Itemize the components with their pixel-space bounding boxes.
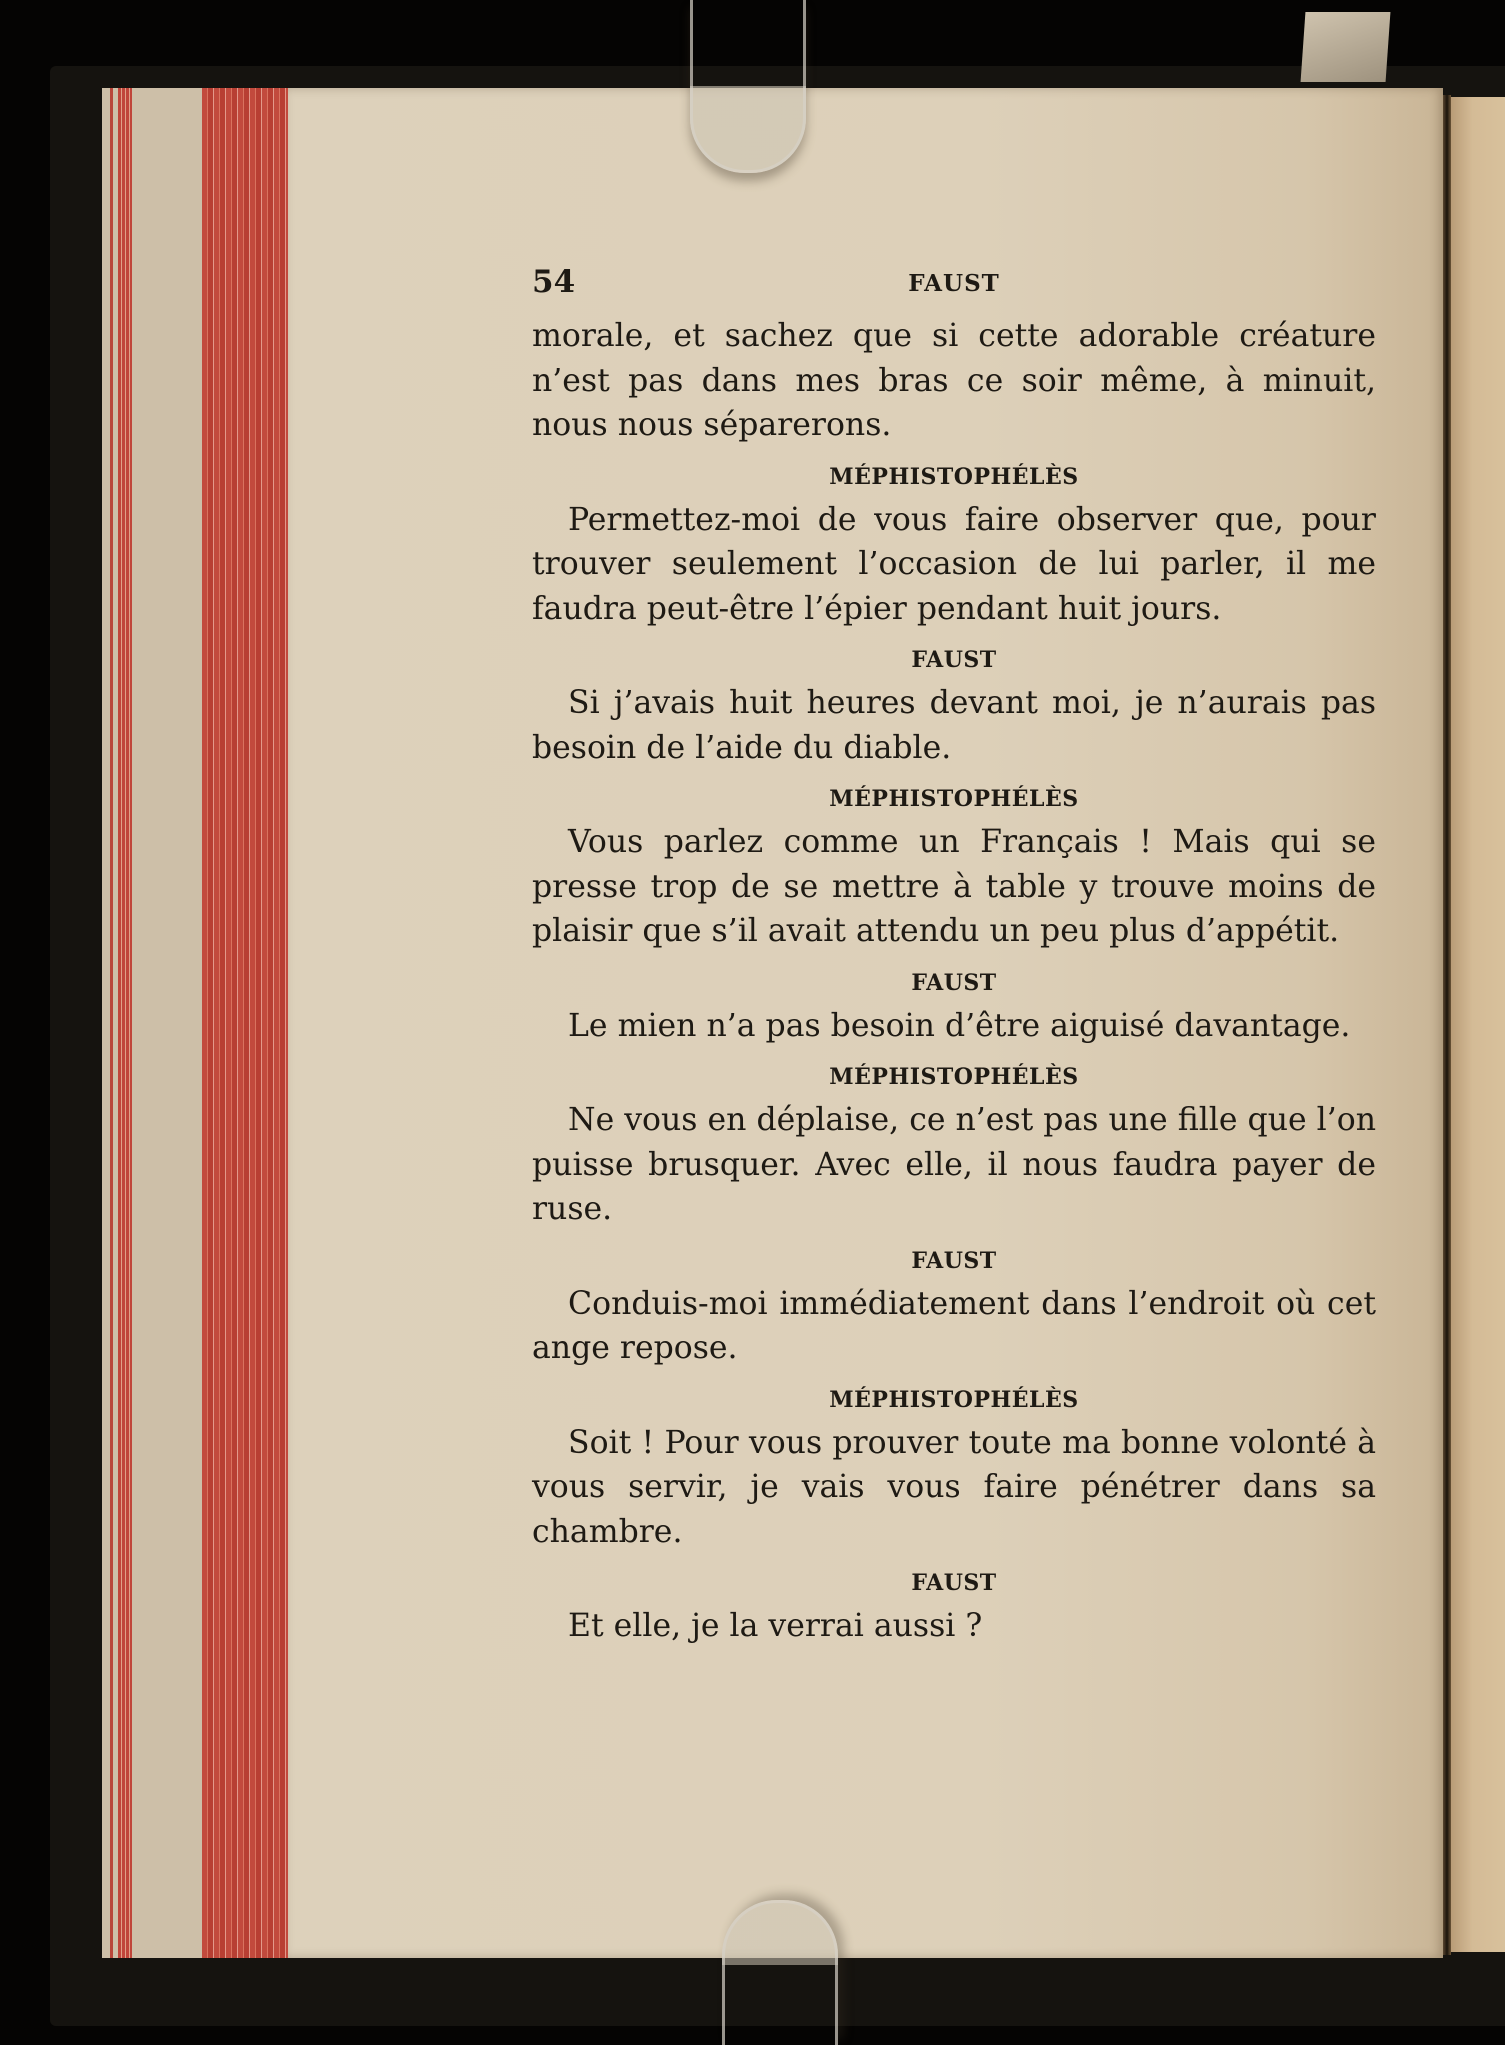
paragraph: Ne vous en déplaise, ce n’est pas une fille que l’on puisse brusquer. Avec elle, il nous faudra payer de ruse. bbox=[532, 1102, 1376, 1227]
page-number: 54 bbox=[532, 264, 576, 300]
book-gutter bbox=[1443, 95, 1451, 1955]
red-page-edge bbox=[110, 88, 113, 1958]
red-page-edge bbox=[118, 88, 132, 1958]
facing-page-edge bbox=[1451, 97, 1505, 1952]
page-holder-clip-bottom bbox=[722, 1900, 838, 2045]
speaker-name: FAUST bbox=[911, 1570, 997, 1596]
running-title: FAUST bbox=[908, 270, 1000, 297]
speaker-name: FAUST bbox=[911, 1247, 997, 1274]
page-edges bbox=[102, 88, 292, 1958]
paragraph: Vous parlez comme un Français ! Mais qui se presse trop de se mettre à table y trouve moins de plaisir que s’il avait attendu un peu plus d’appétit. bbox=[532, 824, 1376, 949]
speaker-name: MÉPHISTOPHÉLÈS bbox=[829, 1064, 1079, 1090]
speaker-name: MÉPHISTOPHÉLÈS bbox=[829, 1386, 1079, 1413]
paragraph: morale, et sachez que si cette adorable créature n’est pas dans mes bras ce soir même, à minuit, nous nous séparerons. bbox=[532, 318, 1376, 443]
page-text bbox=[532, 256, 1376, 1649]
paragraph: Et elle, je la verrai aussi ? bbox=[568, 1608, 983, 1644]
dialogue bbox=[532, 314, 1376, 1649]
speaker-name: MÉPHISTOPHÉLÈS bbox=[829, 463, 1079, 490]
paragraph: Soit ! Pour vous prouver toute ma bonne volonté à vous servir, je vais vous faire pénétrer dans sa chambre. bbox=[532, 1424, 1376, 1550]
paragraph: Le mien n’a pas besoin d’être aiguisé davantage. bbox=[568, 1007, 1351, 1044]
folded-page-corner bbox=[1301, 12, 1391, 82]
paragraph: Conduis-moi immédiatement dans l’endroit où cet ange repose. bbox=[532, 1285, 1376, 1366]
speaker-name: FAUST bbox=[911, 969, 997, 996]
running-head bbox=[532, 256, 1376, 308]
paragraph: Si j’avais huit heures devant moi, je n’aurais pas besoin de l’aide du diable. bbox=[532, 685, 1376, 766]
speaker-name: FAUST bbox=[911, 647, 997, 673]
paragraph: Permettez-moi de vous faire observer que, pour trouver seulement l’occasion de lui parler, il me faudra peut-être l’épier pendant huit jours. bbox=[532, 501, 1376, 627]
red-page-edge bbox=[202, 88, 290, 1958]
page-holder-clip-top bbox=[690, 0, 806, 173]
speaker-name: MÉPHISTOPHÉLÈS bbox=[829, 786, 1079, 812]
